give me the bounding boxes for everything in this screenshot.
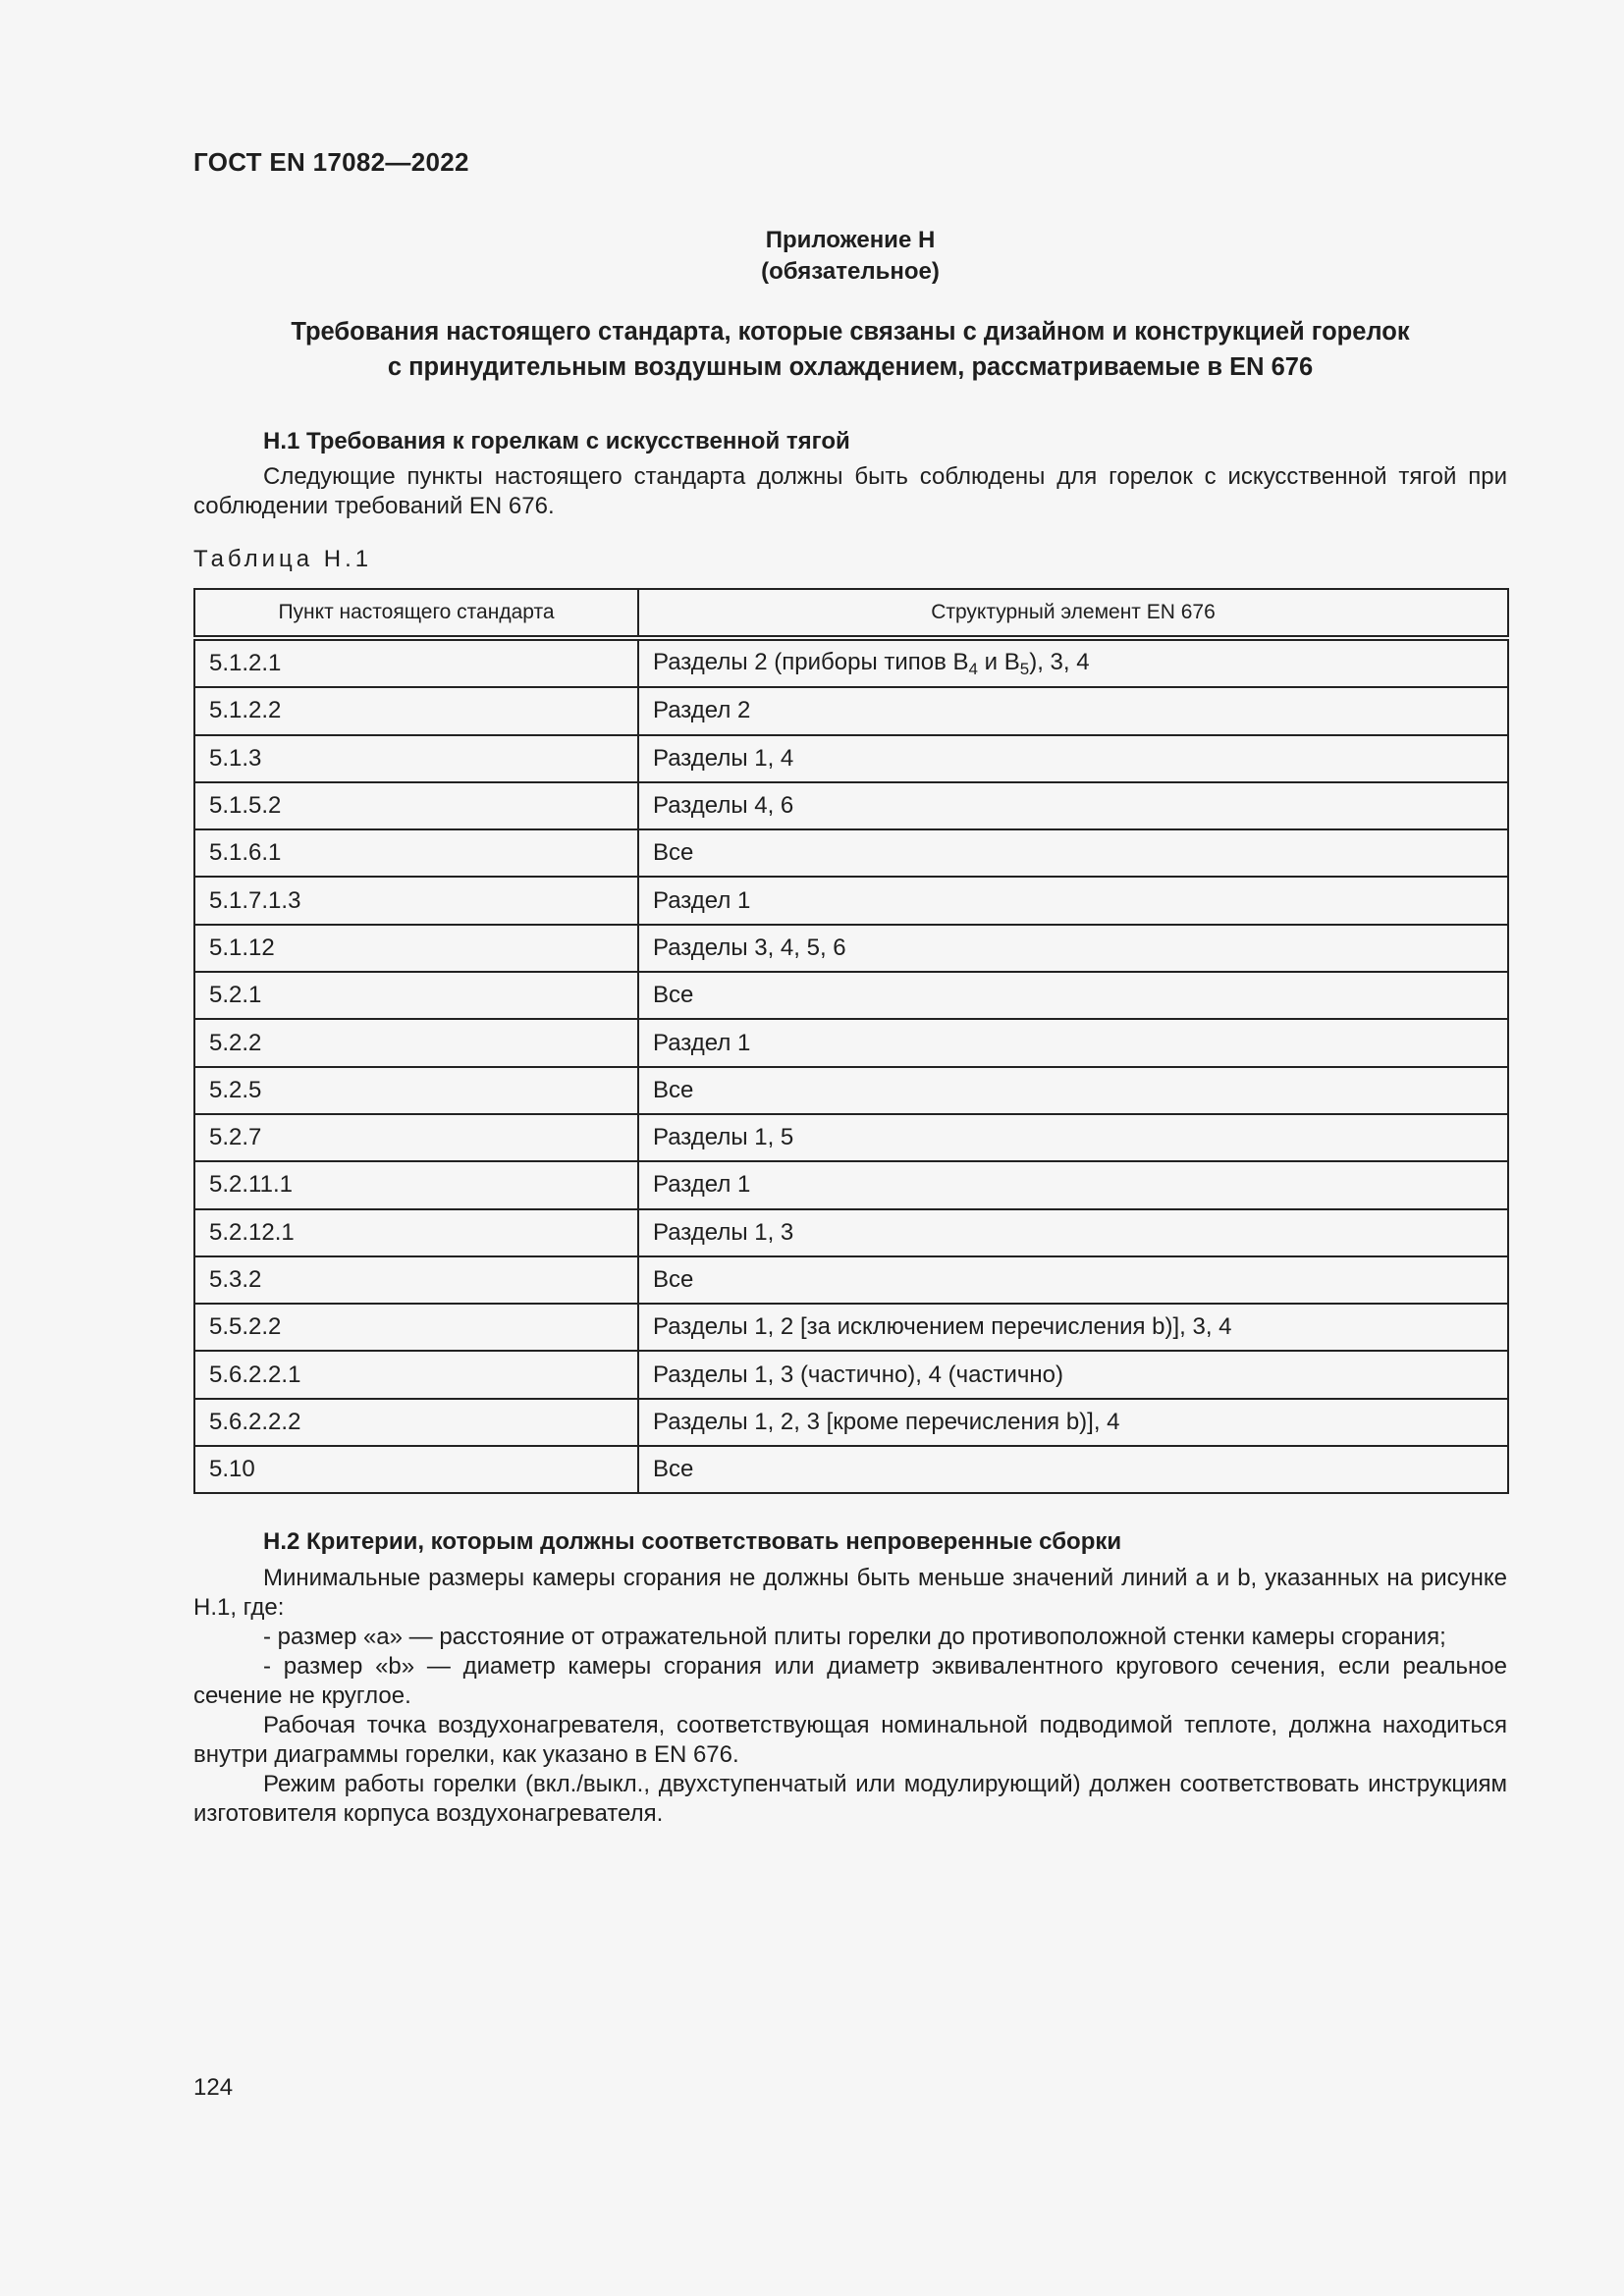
- table-row: [194, 1209, 1508, 1256]
- clause-cell: 5.1.7.1.3: [194, 877, 638, 924]
- table-caption: Таблица Н.1: [193, 546, 373, 572]
- clause-cell: 5.1.2.1: [194, 638, 638, 687]
- page-number: 124: [193, 2074, 234, 2101]
- element-cell: Раздел 1: [638, 1019, 1508, 1066]
- element-cell: Разделы 1, 3 (частично), 4 (частично): [638, 1351, 1508, 1398]
- clause-cell: 5.2.1: [194, 972, 638, 1019]
- element-cell: Разделы 1, 2 [за исключением перечисления b)], 3, 4: [638, 1304, 1508, 1351]
- element-cell: Все: [638, 829, 1508, 877]
- element-cell: Раздел 2: [638, 687, 1508, 734]
- document-code: ГОСТ EN 17082—2022: [193, 147, 469, 177]
- table-row: [194, 1446, 1508, 1493]
- section-2-heading: Н.2 Критерии, которым должны соответствовать непроверенные сборки: [263, 1528, 1122, 1555]
- table-row: [194, 687, 1508, 734]
- clause-cell: 5.10: [194, 1446, 638, 1493]
- clause-cell: 5.6.2.2.2: [194, 1399, 638, 1446]
- clause-cell: 5.5.2.2: [194, 1304, 638, 1351]
- element-cell: Разделы 2 (приборы типов $B_4$ и $B_5$), 3, 4: [638, 638, 1508, 687]
- section-2-paragraph-5: Режим работы горелки (вкл./выкл., двухступенчатый или модулирующий) должен соответствовать инструкциям изготовителя корпуса воздухонагревателя.: [193, 1771, 1507, 1827]
- element-cell: Разделы 3, 4, 5, 6: [638, 925, 1508, 972]
- section-2-paragraph-3: - размер «b» — диаметр камеры сгорания или диаметр эквивалентного кругового сечения, если реальное сечение не круглое.: [193, 1653, 1507, 1709]
- clause-cell: 5.1.12: [194, 925, 638, 972]
- clause-cell: 5.2.11.1: [194, 1161, 638, 1208]
- table-row: [194, 925, 1508, 972]
- annex-title: Приложение Н: [765, 227, 936, 253]
- table-header-row: [194, 589, 1508, 638]
- element-cell: Разделы 1, 4: [638, 735, 1508, 782]
- table-row: [194, 1161, 1508, 1208]
- section-1-paragraph: Следующие пункты настоящего стандарта должны быть соблюдены для горелок с искусственной тягой при соблюдении требований EN 676.: [193, 463, 1507, 519]
- clause-cell: 5.2.12.1: [194, 1209, 638, 1256]
- clause-cell: 5.1.3: [194, 735, 638, 782]
- section-2-paragraph-1: Минимальные размеры камеры сгорания не должны быть меньше значений линий a и b, указанных на рисунке Н.1, где:: [193, 1565, 1507, 1621]
- table-row: [194, 1304, 1508, 1351]
- table-row: [194, 1399, 1508, 1446]
- table-row: [194, 1351, 1508, 1398]
- section-1-heading: Н.1 Требования к горелкам с искусственной тягой: [263, 428, 850, 454]
- element-cell: Разделы 1, 5: [638, 1114, 1508, 1161]
- table-row: [194, 1256, 1508, 1304]
- table-row: [194, 638, 1508, 687]
- section-2-paragraph-4: Рабочая точка воздухонагревателя, соответствующая номинальной подводимой теплоте, должна находиться внутри диаграммы горелки, как указано в EN 676.: [193, 1712, 1507, 1768]
- annex-title-block: [193, 225, 1507, 288]
- element-cell: Раздел 1: [638, 1161, 1508, 1208]
- table-row: [194, 1019, 1508, 1066]
- section-2-paragraph-2: - размер «a» — расстояние от отражательной плиты горелки до противоположной стенки камеры сгорания;: [263, 1624, 1446, 1650]
- column-header-clause: Пункт настоящего стандарта: [194, 589, 638, 638]
- clause-cell: 5.3.2: [194, 1256, 638, 1304]
- clause-cell: 5.6.2.2.1: [194, 1351, 638, 1398]
- element-cell: Разделы 1, 2, 3 [кроме перечисления b)], 4: [638, 1399, 1508, 1446]
- annex-heading-line-2: с принудительным воздушным охлаждением, рассматриваемые в EN 676: [387, 353, 1314, 381]
- table-row: [194, 877, 1508, 924]
- table-row: [194, 782, 1508, 829]
- column-header-element: Структурный элемент EN 676: [638, 589, 1508, 638]
- table-row: [194, 1114, 1508, 1161]
- clause-cell: 5.1.2.2: [194, 687, 638, 734]
- table-row: [194, 735, 1508, 782]
- element-cell: Все: [638, 1067, 1508, 1114]
- element-cell: Разделы 4, 6: [638, 782, 1508, 829]
- clause-cell: 5.1.5.2: [194, 782, 638, 829]
- requirements-table: [193, 588, 1509, 1494]
- table-row: [194, 972, 1508, 1019]
- annex-heading-line-1: Требования настоящего стандарта, которые связаны с дизайном и конструкцией горелок: [291, 318, 1410, 346]
- table-row: [194, 829, 1508, 877]
- element-cell: Все: [638, 972, 1508, 1019]
- annex-status: (обязательное): [761, 258, 940, 285]
- clause-cell: 5.1.6.1: [194, 829, 638, 877]
- element-cell: Все: [638, 1446, 1508, 1493]
- element-cell: Раздел 1: [638, 877, 1508, 924]
- element-cell: Разделы 1, 3: [638, 1209, 1508, 1256]
- table-row: [194, 1067, 1508, 1114]
- annex-heading: [193, 314, 1507, 385]
- clause-cell: 5.2.5: [194, 1067, 638, 1114]
- element-cell: Все: [638, 1256, 1508, 1304]
- clause-cell: 5.2.7: [194, 1114, 638, 1161]
- clause-cell: 5.2.2: [194, 1019, 638, 1066]
